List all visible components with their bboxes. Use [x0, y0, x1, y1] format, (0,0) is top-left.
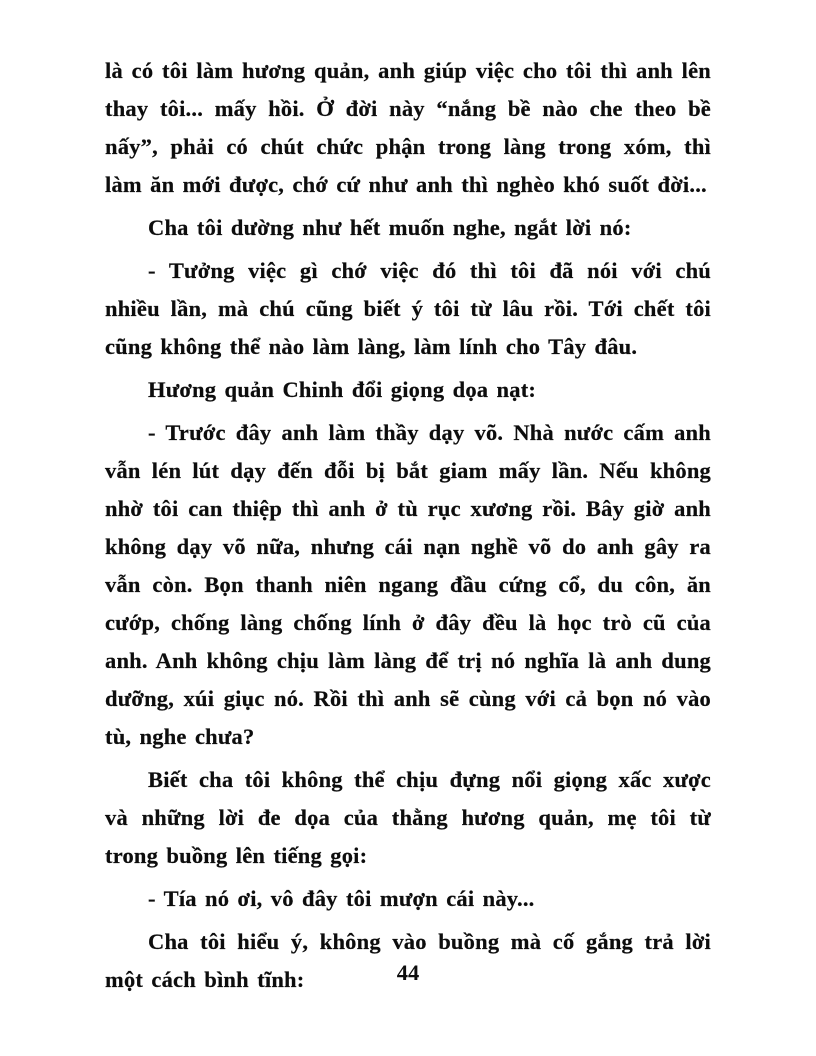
paragraph: Hương quản Chinh đổi giọng dọa nạt: — [148, 377, 537, 402]
paragraph: - Tía nó ơi, vô đây tôi mượn cái này... — [148, 886, 535, 911]
paragraph: Biết cha tôi không thể chịu đựng nổi giọng xấc xược và những lời đe dọa của thằng hương quản, mẹ tôi từ trong buồng lên tiếng gọi: — [105, 767, 711, 868]
paragraph: là có tôi làm hương quản, anh giúp việc cho tôi thì anh lên thay tôi... mấy hồi. Ở đời này “nắng bề nào che theo bề nấy”, phải có chút chức phận trong làng trong xóm, thì làm ăn mới được, chớ cứ như anh thì nghèo khó suốt đời... — [105, 58, 711, 197]
book-page-text-block — [105, 52, 711, 999]
paragraph: - Tưởng việc gì chớ việc đó thì tôi đã nói với chú nhiều lần, mà chú cũng biết ý tôi từ lâu rồi. Tới chết tôi cũng không thể nào làm làng, làm lính cho Tây đâu. — [105, 258, 711, 359]
paragraph: Cha tôi dường như hết muốn nghe, ngắt lời nó: — [148, 215, 632, 240]
page-number: 44 — [396, 960, 420, 985]
paragraph: Cha tôi hiểu ý, không vào buồng mà cố gắng trả lời một cách bình tĩnh: — [105, 929, 711, 992]
paragraph: - Trước đây anh làm thầy dạy võ. Nhà nước cấm anh vẫn lén lút dạy đến đỗi bị bắt giam mấy lần. Nếu không nhờ tôi can thiệp thì anh ở tù rục xương rồi. Bây giờ anh không dạy võ nữa, nhưng cái nạn nghề võ do anh gây ra vẫn còn. Bọn thanh niên ngang đầu cứng cổ, du côn, ăn cướp, chống làng chống lính ở đây đều là học trò cũ của anh. Anh không chịu làm làng để trị nó nghĩa là anh dung dưỡng, xúi giục nó. Rồi thì anh sẽ cùng với cả bọn nó vào tù, nghe chưa? — [105, 420, 711, 749]
